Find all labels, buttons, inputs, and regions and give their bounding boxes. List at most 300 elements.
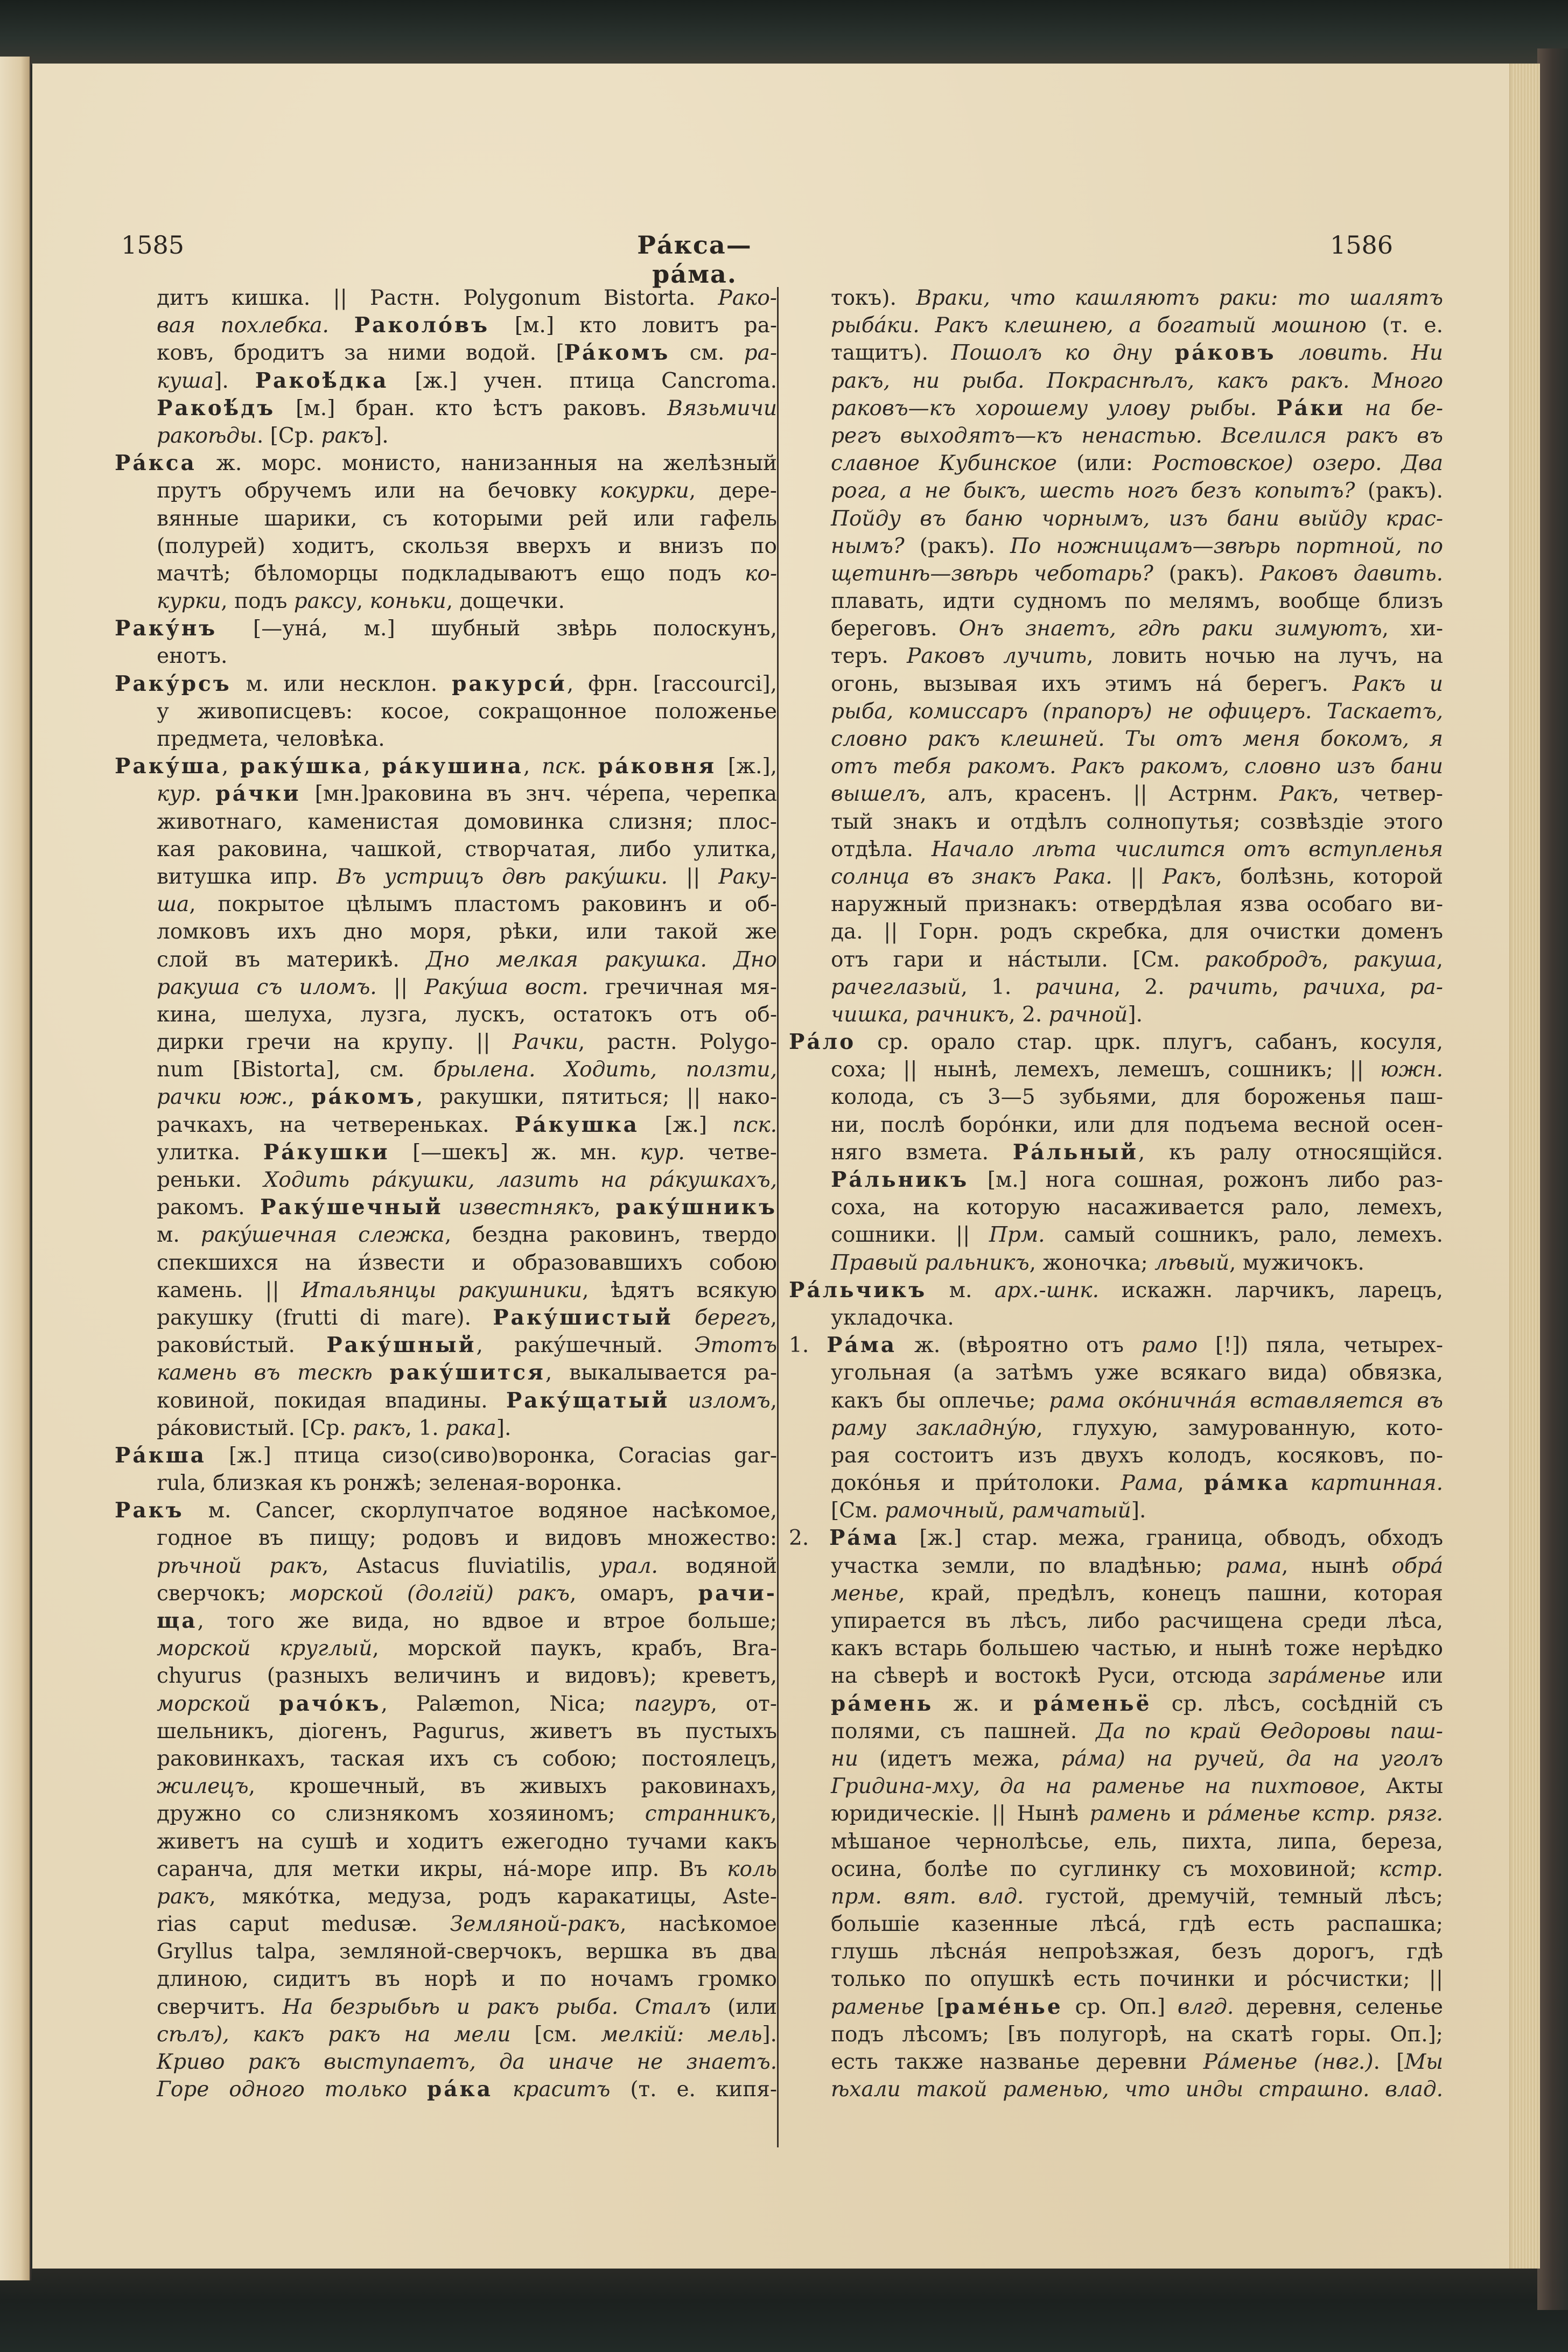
body-text: ж. (вѣроятно отъ [896, 1333, 1142, 1358]
body-text: юридическіе. || Нынѣ [831, 1802, 1090, 1826]
body-text: отъ гари и на́стыли. [См. [831, 947, 1205, 972]
text-line [789, 670, 1443, 698]
text-line [115, 1828, 777, 1856]
text-line [789, 1083, 1443, 1111]
body-text [673, 1306, 695, 1330]
headword: Ра́комъ [564, 340, 670, 366]
text-line [789, 1056, 1443, 1083]
text-line [789, 1415, 1443, 1442]
italic-text: мелкій: мель [600, 2022, 762, 2047]
italic-text: нымъ? [831, 534, 905, 558]
text-line [115, 1056, 777, 1083]
italic-text: морской (долгій) ракъ [290, 1581, 570, 1606]
body-text: улитка. [157, 1140, 263, 1165]
body-text: [ж.] птица сизо(сиво)воронка, Coracias gar- [206, 1443, 777, 1468]
body-text: ни, послѣ боро́нки, или для подъема весной осен- [831, 1112, 1443, 1137]
italic-text: пагуръ [634, 1691, 711, 1716]
entry-headline [789, 1524, 1443, 1552]
text-line [789, 1910, 1443, 1938]
italic-text: раксу [293, 589, 356, 614]
body-text: , [770, 1802, 777, 1826]
text-line [789, 974, 1443, 1001]
text-line [115, 587, 777, 615]
body-text: реньки. [157, 1168, 264, 1192]
italic-text: ра́менье кстр. рязг. [1207, 1802, 1443, 1826]
italic-text: Этотъ [694, 1333, 777, 1358]
body-text: ср. Оп.] [1062, 1994, 1178, 2019]
book-cover-bottom [0, 2267, 1568, 2352]
italic-text: морской [157, 1691, 279, 1716]
text-line [115, 1910, 777, 1938]
body-text: [—шекъ] ж. мн. [389, 1140, 640, 1165]
text-line [115, 367, 777, 395]
headword: ща [157, 1608, 198, 1633]
text-line [789, 1993, 1443, 2021]
headword: ра́меньё [1033, 1691, 1152, 1716]
body-text: , дере- [689, 479, 777, 503]
italic-text: странникъ [645, 1802, 771, 1826]
headword: ракурси́ [452, 671, 567, 696]
body-text: , край, предѣлъ, конецъ пашни, которая [898, 1581, 1443, 1606]
body-text: м. [157, 1223, 201, 1248]
text-line [789, 2048, 1443, 2076]
body-text: , мяко́тка, медуза, родъ каракатицы, Aste- [209, 1884, 777, 1909]
italic-text: Криво ракъ выступаетъ, да иначе не знаетъ. [157, 2050, 777, 2074]
text-line [115, 1800, 777, 1828]
right-column [789, 284, 1443, 2103]
italic-text: рачникъ [915, 1002, 1009, 1027]
body-text: , подъ [221, 589, 294, 614]
italic-text: вая похлебка. [157, 313, 354, 338]
italic-text: жилецъ [157, 1774, 249, 1799]
italic-text: морской круглый [157, 1636, 373, 1661]
headword: Раку́рсъ [115, 671, 232, 696]
italic-text: Онъ знаетъ, гдѣ раки зимуютъ [958, 617, 1382, 641]
text-line [789, 863, 1443, 891]
body-text: , четвер- [1332, 782, 1443, 807]
body-text: , 2. [1009, 1002, 1049, 1027]
italic-text: Рако- [718, 286, 777, 310]
text-line [789, 808, 1443, 836]
italic-text: ракуша съ иломъ. [157, 975, 377, 999]
text-line [789, 836, 1443, 863]
body-text: плавать, идти судномъ по мелямъ, вообще близъ [831, 589, 1443, 614]
text-line [115, 1332, 777, 1359]
body-text: ракови́стый. [157, 1333, 327, 1358]
text-line [789, 1139, 1443, 1166]
column-divider [777, 287, 779, 2147]
body-text: четве- [684, 1140, 777, 1165]
italic-text: рачить [1188, 975, 1272, 999]
italic-text: рама [1226, 1553, 1282, 1578]
body-text: , [1322, 947, 1354, 972]
body-text: , къ ралу относящійся. [1138, 1140, 1443, 1165]
text-line [115, 1745, 777, 1773]
body-text: колода, съ 3—5 зубьями, для бороженья паш- [831, 1085, 1443, 1110]
text-line [789, 1883, 1443, 1910]
body-text: , [1177, 1471, 1205, 1496]
text-line [789, 946, 1443, 974]
text-line [115, 1083, 777, 1111]
body-text: . [Ср. [256, 423, 321, 448]
headword: Ракоѣ́дъ [157, 395, 276, 421]
italic-text: ѣхали такой раменью, что инды страшно. влад. [831, 2077, 1443, 2102]
text-line [789, 339, 1443, 367]
body-text: тащитъ). [831, 341, 951, 366]
italic-text: Враки, что кашляютъ раки: то шалятъ [916, 286, 1443, 310]
body-text: искажн. ларчикъ, ларецъ, [1099, 1278, 1443, 1303]
italic-text: рога, а не быкъ, шесть ногъ безъ копытъ? [831, 479, 1355, 503]
body-text: , того же вида, но вдвое и втрое больше; [197, 1609, 777, 1633]
body-text: [ [924, 1994, 945, 2019]
text-line [115, 1304, 777, 1332]
body-text: енотъ. [157, 644, 228, 669]
body-text: , дощечки. [446, 589, 565, 614]
italic-text: Да по край Өедоровы паш- [1096, 1719, 1443, 1744]
italic-text: На безрыбьѣ и ракъ рыба. Сталъ [282, 1994, 711, 2019]
italic-text: пск. [732, 1112, 777, 1137]
italic-text: куша [157, 368, 214, 393]
headword: Ра́льчикъ [789, 1277, 927, 1303]
headword: Ра́льникъ [831, 1167, 969, 1192]
text-line [115, 1856, 777, 1883]
body-text: доко́нья и при́толоки. [831, 1471, 1121, 1496]
text-line [789, 725, 1443, 753]
body-text: отдѣла. [831, 837, 932, 862]
text-line [115, 312, 777, 339]
italic-text: ракъ [321, 423, 374, 448]
italic-text: рачина [1035, 975, 1114, 999]
body-text: длиною, сидитъ въ норѣ и по ночамъ громко [157, 1967, 777, 1992]
italic-text: Земляной-ракъ [450, 1912, 620, 1937]
text-line [789, 284, 1443, 312]
body-text: глушь лѣсна́я непроѣзжая, безъ дорогъ, гдѣ [831, 1940, 1443, 1964]
previous-page-edge [0, 57, 31, 2280]
body-text: || [668, 864, 719, 889]
italic-text: вышелъ [831, 782, 920, 807]
text-line [115, 780, 777, 808]
text-line [789, 560, 1443, 587]
body-text: [!]) пяла, четырех- [1197, 1333, 1443, 1358]
body-text: да. || Горн. родъ скребка, для очистки доменъ [831, 920, 1443, 944]
body-text: живетъ на сушѣ и ходитъ ежегодно тучами какъ [157, 1829, 777, 1854]
italic-text: кокурки [599, 479, 689, 503]
body-text: , алъ, красенъ. || Астрнм. [920, 782, 1279, 807]
body-text: , насѣкомое [620, 1912, 777, 1937]
text-line [789, 2076, 1443, 2103]
text-line [789, 1442, 1443, 1469]
italic-text: Начало лѣта числится отъ вступленья [931, 837, 1443, 862]
body-text: какъ бы оплечье; [831, 1388, 1049, 1413]
body-text: , [356, 589, 370, 614]
italic-text: обра́ [1391, 1553, 1443, 1578]
headword: ра́ка [427, 2077, 493, 2102]
body-text: ковъ, бродитъ за ними водой. [ [157, 341, 564, 366]
text-line [789, 1221, 1443, 1249]
italic-text: рыба́ки. Ракъ клешнею, а богатый мошною [831, 313, 1367, 338]
body-text [1345, 396, 1364, 421]
italic-text: зара́менье [1268, 1664, 1386, 1689]
body-text: ]. [1128, 1002, 1143, 1027]
italic-text: Раку́ша вост. [424, 975, 589, 999]
body-text: , [1272, 975, 1303, 999]
body-text: , [998, 1499, 1012, 1523]
text-line [789, 1111, 1443, 1139]
body-text: токъ). [831, 286, 916, 310]
text-line [115, 1965, 777, 1993]
headword: Ра́кша [115, 1443, 206, 1468]
body-text: слой въ материкѣ. [157, 947, 426, 972]
text-line [789, 1965, 1443, 1993]
body-text: ср. лѣсъ, сосѣдній съ [1151, 1691, 1443, 1716]
text-line [789, 422, 1443, 450]
italic-text: щетинѣ—звѣрь чеботарь? [831, 561, 1153, 586]
headword: Ра́кса [115, 451, 197, 476]
text-line [789, 753, 1443, 780]
text-line [115, 946, 777, 974]
entry-headline [789, 1277, 1443, 1304]
body-text: , 1. [405, 1416, 445, 1440]
text-line [789, 1938, 1443, 1965]
body-text: rias caput medusæ. [157, 1912, 450, 1937]
text-line [789, 1497, 1443, 1524]
entry-headline [789, 1028, 1443, 1056]
italic-text: регъ выходятъ—къ ненастью. Вселился ракъ въ [831, 423, 1443, 448]
body-text: сошники. || [831, 1223, 989, 1248]
text-line [115, 1249, 777, 1277]
entry-headline [115, 670, 777, 698]
body-text: , мужичокъ. [1229, 1250, 1364, 1275]
text-line [789, 1828, 1443, 1856]
body-text: , ѣдятъ всякую [582, 1278, 777, 1303]
text-line [115, 505, 777, 533]
body-text: , [221, 754, 241, 779]
italic-text: Вязьмичи [667, 396, 777, 421]
body-text: раковинкахъ, таская ихъ съ собою; постоялецъ, [157, 1746, 777, 1771]
text-line [789, 1387, 1443, 1415]
italic-text: Ростовское) озеро. Два [1152, 451, 1443, 476]
body-text: (т. е. [1366, 313, 1443, 338]
text-line [115, 642, 777, 670]
text-line [789, 395, 1443, 422]
italic-text: Мы [1404, 2050, 1443, 2074]
body-text: упирается въ лѣсъ, либо расчищена среди лѣса, [831, 1609, 1443, 1633]
text-line [789, 1166, 1443, 1194]
body-text: деревня, селенье [1234, 1994, 1443, 2019]
body-text: 2. [789, 1526, 829, 1551]
body-text: , [902, 1002, 916, 1027]
text-line [115, 1552, 777, 1580]
italic-text: славное Кубинское [831, 451, 1057, 476]
text-line [115, 1139, 777, 1166]
text-line [115, 1277, 777, 1304]
italic-text: краситъ [512, 2077, 611, 2102]
text-line [115, 1469, 777, 1497]
text-line [789, 615, 1443, 642]
text-line [115, 1194, 777, 1221]
body-text: , 1. [961, 975, 1035, 999]
headword: Ра́кушка [514, 1112, 639, 1137]
headword: Ра́льный [1012, 1139, 1138, 1165]
italic-text: Рама [1121, 1471, 1178, 1496]
body-text: дружно со слизнякомъ хозяиномъ; [157, 1802, 645, 1826]
italic-text: Рачки [512, 1030, 578, 1055]
text-line [115, 1718, 777, 1745]
body-text: есть также названье деревни [831, 2050, 1203, 2074]
headword: Раку́шный [326, 1333, 477, 1358]
body-text: [ж.] стар. межа, граница, обводъ, обходъ [899, 1526, 1443, 1551]
body-text: , морской паукъ, крабъ, Bra- [372, 1636, 777, 1661]
italic-text: лѣвый [1154, 1250, 1229, 1275]
text-line [115, 560, 777, 587]
body-text: ]. [762, 2022, 777, 2047]
text-line [789, 1662, 1443, 1690]
body-text: витушка ипр. [157, 864, 337, 889]
text-line [789, 698, 1443, 725]
italic-text: Ходить ра́кушки, лазить на ра́кушкахъ, [263, 1168, 777, 1192]
text-line [115, 2021, 777, 2048]
text-line [789, 2021, 1443, 2048]
italic-text: раковъ—къ хорошему улову рыбы. [831, 396, 1277, 421]
body-text: на сѣверѣ и востокѣ Руси, отсюда [831, 1664, 1269, 1689]
italic-text: ракуша [1353, 947, 1437, 972]
text-line [115, 1635, 777, 1662]
headword: ра́мень [831, 1691, 934, 1716]
body-text: , ловить ночью на лучъ, на [1087, 644, 1443, 669]
book-cover-top [0, 0, 1568, 65]
headword: Раку́шечный [260, 1195, 443, 1220]
body-text: большіе казенные лѣса́, гдѣ есть распашка; [831, 1912, 1443, 1937]
body-text: густой, дремучій, темный лѣсъ; [1024, 1884, 1443, 1909]
body-text: , [523, 754, 542, 779]
text-line [115, 1359, 777, 1387]
italic-text: Пошолъ ко дну [951, 341, 1175, 366]
body-text: мачтѣ; бѣломорцы подкладываютъ ещо подъ [157, 561, 745, 586]
body-text: соха, на которую насаживается рало, лемехъ, [831, 1195, 1443, 1220]
italic-text: Ракъ [1279, 782, 1333, 807]
text-line [115, 863, 777, 891]
text-line [789, 367, 1443, 395]
body-text: теръ. [831, 644, 907, 669]
headword: Ра́кушки [263, 1139, 390, 1165]
body-text: рая состоитъ изъ двухъ колодъ, косяковъ, по- [831, 1443, 1443, 1468]
text-line [789, 1001, 1443, 1028]
running-title: Ра́кса—ра́ма. [637, 230, 752, 289]
body-text: , Palæmon, Nica; [381, 1691, 634, 1716]
body-text: [См. [831, 1499, 885, 1523]
italic-text: рамень [1089, 1802, 1171, 1826]
italic-text: рака [445, 1416, 496, 1440]
text-line [115, 698, 777, 725]
headword: раме́нье [944, 1994, 1063, 2019]
italic-text: ни [831, 1746, 858, 1771]
italic-text: ракоѣды [157, 423, 257, 448]
body-text: прутъ обручемъ или на бечовку [157, 479, 600, 503]
italic-text: Гридина-мху, да на раменье на пихтовое [831, 1774, 1360, 1799]
body-text: , от- [710, 1691, 777, 1716]
entry-headline [115, 1442, 777, 1469]
italic-text: изломъ [688, 1388, 771, 1413]
left-page-number: 1585 [121, 230, 185, 260]
text-line [115, 808, 777, 836]
text-line [789, 450, 1443, 477]
body-text: кая раковина, чашкой, створчатая, либо улитка, [157, 837, 777, 862]
body-text: , [770, 1388, 777, 1413]
headword: Ра́ки [1276, 395, 1346, 421]
italic-text: рѣчной ракъ [157, 1553, 323, 1578]
body-text: , болѣзнь, которой [1215, 864, 1443, 889]
italic-text: Итальянцы ракушники [301, 1278, 583, 1303]
headword: ра́чки [215, 781, 301, 807]
headword: Ра́ло [789, 1030, 856, 1055]
body-text [443, 1195, 459, 1220]
body-text: сверчокъ; [157, 1581, 290, 1606]
italic-text: арх.-шнк. [994, 1278, 1099, 1303]
text-line [789, 1690, 1443, 1718]
body-text: , покрытое цѣлымъ пластомъ раковинъ и об- [189, 892, 777, 917]
italic-text: рамо [1141, 1333, 1198, 1358]
body-text: м. [927, 1278, 995, 1303]
text-line [115, 1415, 777, 1442]
headword: Раку́нъ [115, 616, 218, 641]
italic-text: коль [727, 1857, 777, 1881]
body-text [1290, 1471, 1310, 1495]
italic-text: Въ устрицъ двѣ раку́шки. [336, 864, 668, 889]
body-text: укладочка. [831, 1305, 954, 1330]
italic-text: Раковъ лучить [907, 644, 1087, 669]
text-line [115, 974, 777, 1001]
text-line [789, 1580, 1443, 1607]
headword: Раку́шистый [493, 1305, 673, 1330]
headword: ра́ковъ [1174, 340, 1276, 366]
body-text: дирки гречи на крупу. || [157, 1030, 513, 1055]
body-text: сверчитъ. [157, 1994, 283, 2019]
italic-text: берегъ [694, 1305, 771, 1330]
body-text: какъ встарь большею частью, и нынѣ тоже нерѣдко [831, 1636, 1443, 1661]
body-text: [м.] кто ловитъ ра- [489, 313, 777, 338]
text-line [789, 312, 1443, 339]
body-text: предмета, человѣка. [157, 727, 385, 751]
body-text: . [ [1373, 2050, 1405, 2074]
body-text: , [363, 754, 382, 779]
text-line [789, 1249, 1443, 1277]
text-line [115, 1773, 777, 1800]
text-line [789, 1359, 1443, 1387]
body-text: || [376, 975, 425, 999]
body-text: самый сошникъ, рало, лемехъ. [1045, 1223, 1443, 1248]
body-text: , фрн. [raccourci], [566, 671, 777, 696]
body-text: м. Cancer, скорлупчатое водяное насѣкомое, [184, 1499, 777, 1523]
text-line [789, 587, 1443, 615]
italic-text: раменье [831, 1994, 925, 2019]
dictionary-page [32, 64, 1540, 2269]
italic-text: ракъ [353, 1416, 405, 1440]
italic-text: Горе одного только [157, 2077, 428, 2102]
italic-text: рама око́нична́я вставляется въ [1049, 1388, 1443, 1413]
italic-text: прм. вят. влд. [831, 1884, 1024, 1909]
headword: Раку́щатый [506, 1388, 670, 1413]
body-text: кина, шелуха, лузга, лускъ, остатокъ отъ об- [157, 1002, 777, 1027]
body-text: (или [711, 1994, 777, 2019]
body-text: осина, болѣе по суглинку съ моховиной; [831, 1857, 1379, 1881]
headword: раку́шникъ [615, 1195, 777, 1220]
body-text: , омаръ, [569, 1581, 698, 1606]
body-text: num [Bistorta], см. [157, 1058, 433, 1082]
body-text: [м.] бран. кто ѣстъ раковъ. [275, 396, 668, 421]
headword: Ракoло́въ [354, 313, 490, 338]
italic-text: ракобродъ [1205, 947, 1322, 972]
text-line [115, 1387, 777, 1415]
